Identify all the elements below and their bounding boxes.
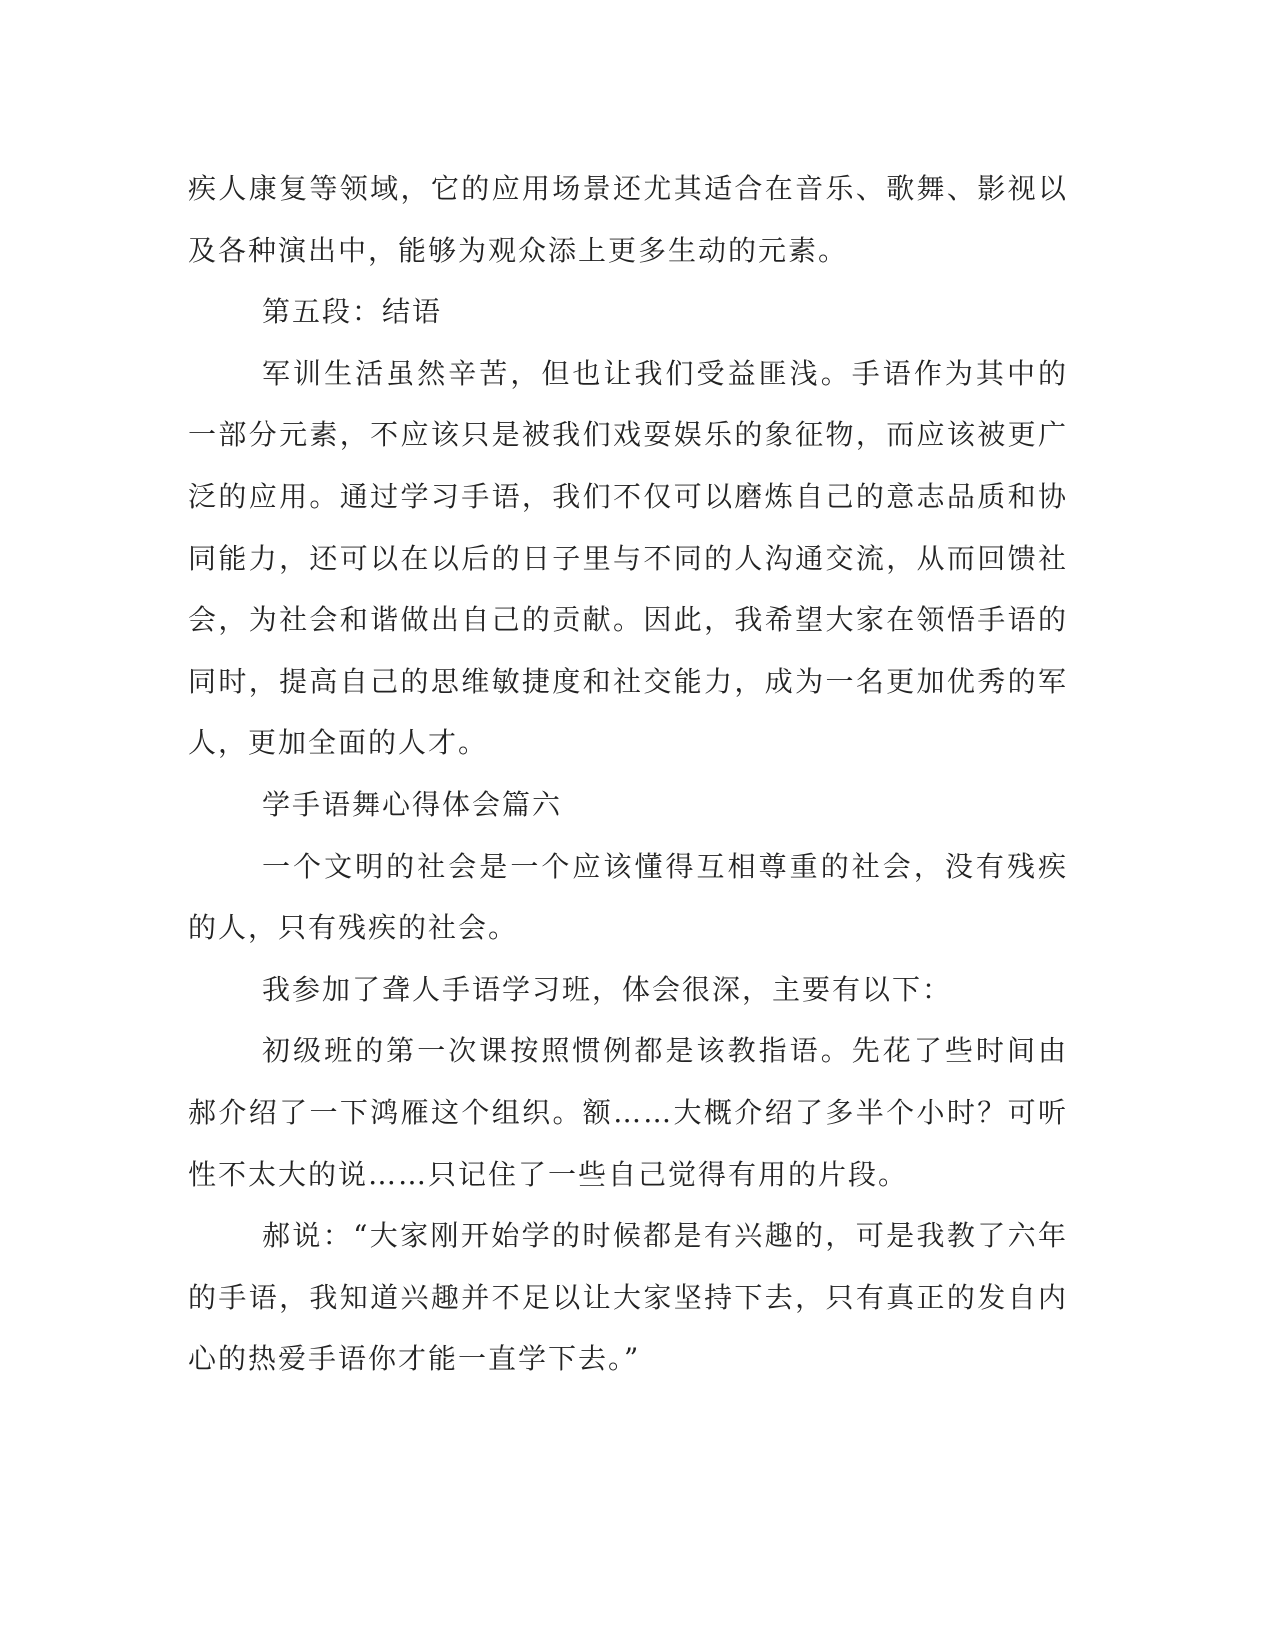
paragraph-conclusion: 军训生活虽然辛苦，但也让我们受益匪浅。手语作为其中的一部分元素，不应该只是被我们戏耍娱乐的象征物，而应该被更广泛的应用。通过学习手语，我们不仅可以磨炼自己的意志品质和协同能力，还可以在以后的日子里与不同的人沟通交流，从而回馈社会，为社会和谐做出自己的贡献。因此，我希望大家在领悟手语的同时，提高自己的思维敏捷度和社交能力，成为一名更加优秀的军人，更加全面的人才。 [188, 356, 1068, 760]
paragraph-joined-class: 我参加了聋人手语学习班，体会很深，主要有以下： [262, 972, 953, 1006]
section-heading-conclusion: 第五段：结语 [262, 295, 443, 329]
paragraph-first-lesson: 初级班的第一次课按照惯例都是该教指语。先花了些时间由郝介绍了一下鸿雁这个组织。额……大概介绍了多半个小时？可听性不太大的说……只记住了一些自己觉得有用的片段。 [188, 1034, 1068, 1191]
paragraph-respect: 一个文明的社会是一个应该懂得互相尊重的社会，没有残疾的人，只有残疾的社会。 [188, 849, 1068, 945]
paragraph-quote: 郝说：“大家刚开始学的时候都是有兴趣的，可是我教了六年的手语，我知道兴趣并不足以让大家坚持下去，只有真正的发自内心的热爱手语你才能一直学下去。” [188, 1219, 1068, 1376]
paragraph-continuation: 疾人康复等领域，它的应用场景还尤其适合在音乐、歌舞、影视以及各种演出中，能够为观众添上更多生动的元素。 [188, 172, 1068, 267]
article-title-part-six: 学手语舞心得体会篇六 [262, 787, 563, 821]
document-body [188, 158, 1068, 1390]
